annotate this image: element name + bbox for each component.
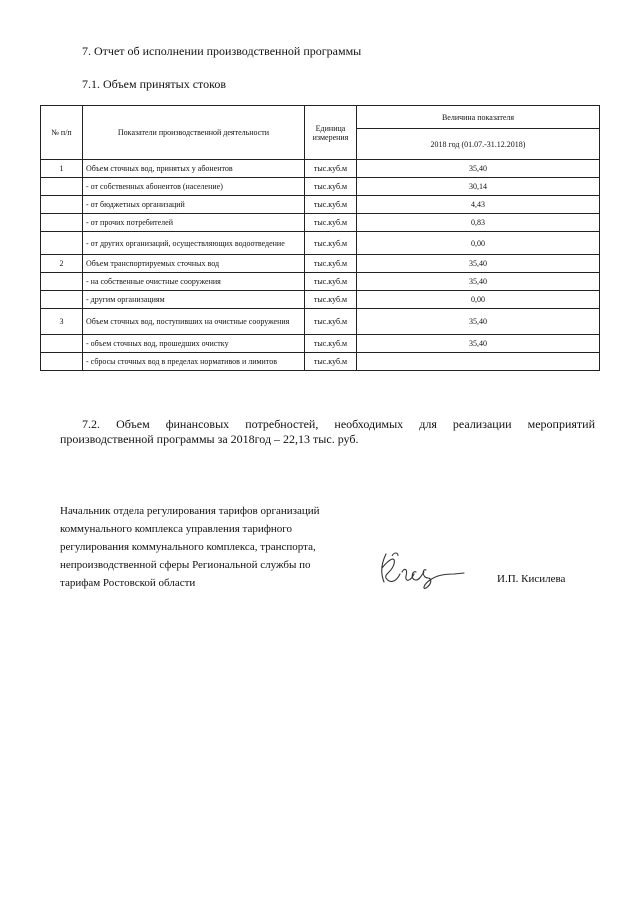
table-row [41,214,600,232]
row-number-cell [41,273,83,291]
row-number-cell [41,291,83,309]
value-cell [357,353,600,371]
table-row [41,196,600,214]
signatory-line: непроизводственной сферы Региональной службы по [60,559,311,571]
value-cell: 35,40 [357,309,600,335]
signatory-line: тарифам Ростовской области [60,577,196,589]
unit-cell: тыс.куб.м [305,214,357,232]
unit-cell: тыс.куб.м [305,232,357,255]
indicator-cell: Объем сточных вод, поступивших на очистные сооружения [83,309,305,335]
row-number-cell [41,232,83,255]
header-num: № п/п [41,106,83,160]
indicator-cell: - объем сточных вод, прошедших очистку [83,335,305,353]
table-row [41,273,600,291]
value-cell: 4,43 [357,196,600,214]
row-number-cell: 3 [41,309,83,335]
value-cell: 35,40 [357,255,600,273]
financial-paragraph [60,417,595,447]
table-row [41,309,600,335]
indicator-cell: - от прочих потребителей [83,214,305,232]
signatory-title [60,502,380,592]
paragraph-line-1: 7.2. Объем финансовых потребностей, необходимых для реализации мероприятий [82,417,595,431]
paragraph-line-2: производственной программы за 2018год – 22,13 тыс. руб. [60,432,359,446]
table-row [41,335,600,353]
indicator-cell: - от собственных абонентов (население) [83,178,305,196]
row-number-cell [41,214,83,232]
indicator-cell: - на собственные очистные сооружения [83,273,305,291]
signatory-line: коммунального комплекса управления тарифного [60,523,292,535]
row-number-cell [41,196,83,214]
row-number-cell [41,353,83,371]
signatory-line: регулирования коммунального комплекса, транспорта, [60,541,316,553]
value-cell: 35,40 [357,273,600,291]
value-cell: 0,00 [357,232,600,255]
section-heading: 7. Отчет об исполнении производственной программы [82,44,362,58]
report-table [40,105,600,371]
value-cell: 35,40 [357,335,600,353]
signer-name: И.П. Кисилева [497,573,566,585]
indicator-cell: - другим организациям [83,291,305,309]
unit-cell: тыс.куб.м [305,353,357,371]
value-cell: 0,83 [357,214,600,232]
header-indicator: Показатели производственной деятельности [83,106,305,160]
table-row [41,255,600,273]
row-number-cell: 2 [41,255,83,273]
row-number-cell [41,178,83,196]
table-row [41,160,600,178]
value-cell: 35,40 [357,160,600,178]
unit-cell: тыс.куб.м [305,273,357,291]
indicator-cell: - от бюджетных организаций [83,196,305,214]
table-row [41,291,600,309]
unit-cell: тыс.куб.м [305,335,357,353]
row-number-cell [41,335,83,353]
table-row [41,353,600,371]
header-unit: Единица измерения [305,106,357,160]
unit-cell: тыс.куб.м [305,160,357,178]
header-period: 2018 год (01.07.-31.12.2018) [357,129,600,160]
indicator-cell: - сбросы сточных вод в пределах нормативов и лимитов [83,353,305,371]
signatory-line: Начальник отдела регулирования тарифов организаций [60,505,320,517]
value-cell: 0,00 [357,291,600,309]
indicator-cell: Объем сточных вод, принятых у абонентов [83,160,305,178]
indicator-cell: Объем транспортируемых сточных вод [83,255,305,273]
header-value-group: Величина показателя [357,106,600,129]
unit-cell: тыс.куб.м [305,291,357,309]
subsection-heading: 7.1. Объем принятых стоков [82,77,226,91]
table-body [41,160,600,371]
handwritten-signature [372,548,472,596]
value-cell: 30,14 [357,178,600,196]
row-number-cell: 1 [41,160,83,178]
table-row [41,178,600,196]
unit-cell: тыс.куб.м [305,255,357,273]
table-row [41,232,600,255]
unit-cell: тыс.куб.м [305,309,357,335]
indicator-cell: - от других организаций, осуществляющих водоотведение [83,232,305,255]
unit-cell: тыс.куб.м [305,196,357,214]
unit-cell: тыс.куб.м [305,178,357,196]
